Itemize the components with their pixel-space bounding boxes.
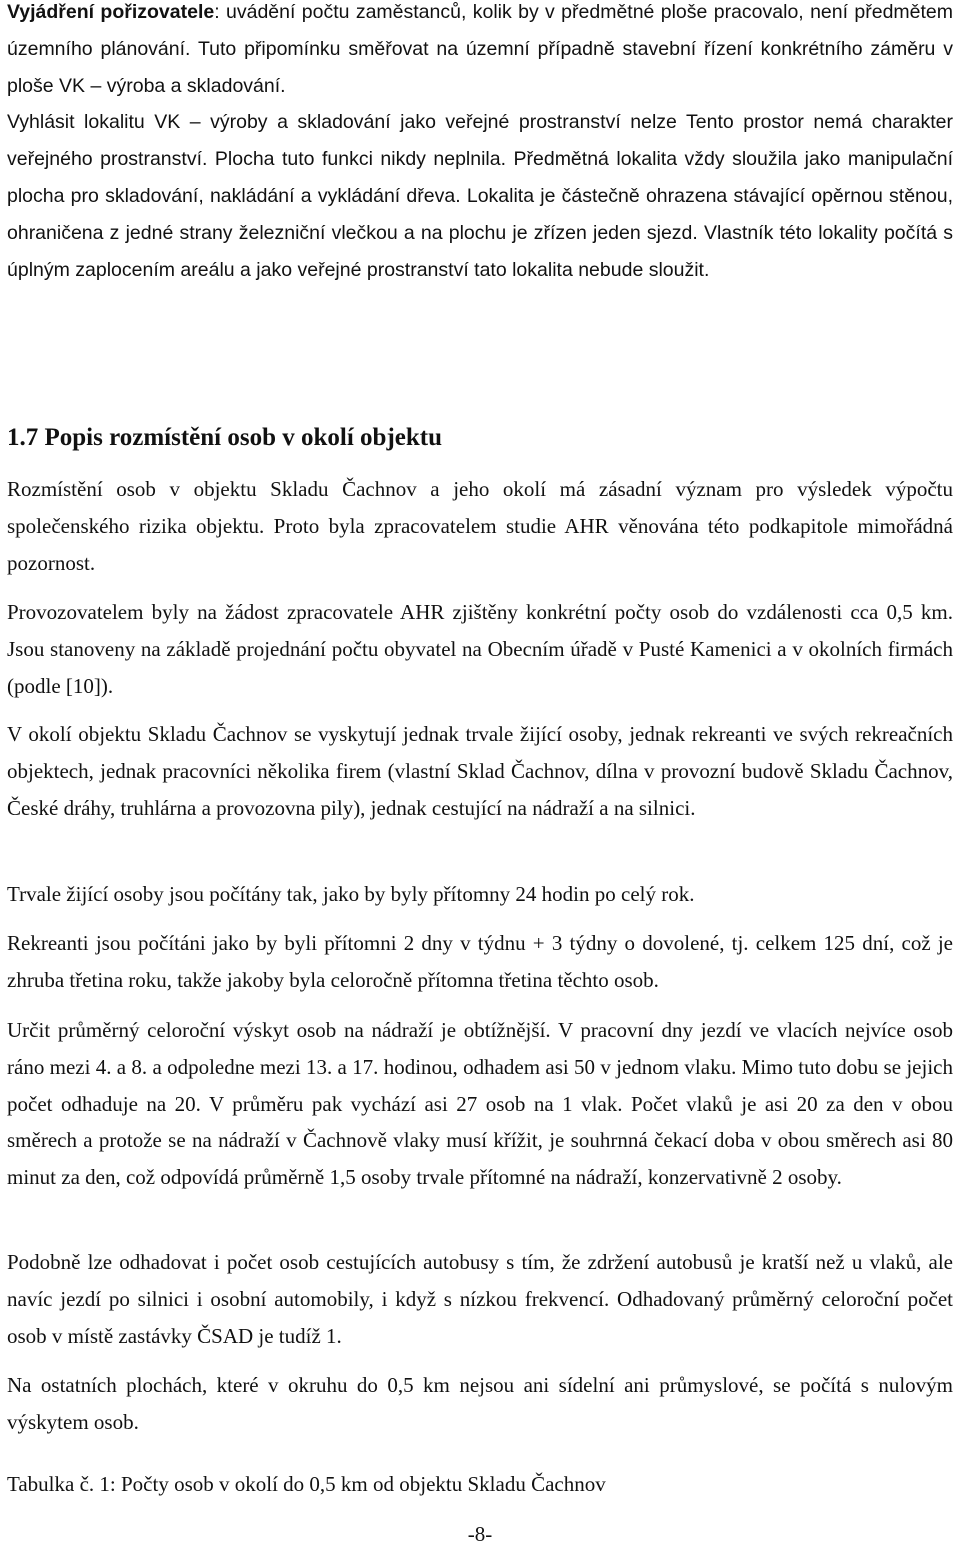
paragraph-5: Rekreanti jsou počítáni jako by byli přítomni 2 dny v týdnu + 3 týdny o dovolené, tj. celkem 125 dní, což je zhruba třetina roku, takže jakoby byla celoročně přítomna třetina těchto osob. [7,931,953,992]
planner-statement-text: : uvádění počtu zaměstanců, kolik by v předmětné ploše pracovalo, není předmětem územního plánování. Tuto připomínku směřovat na územní případně stavební řízení konkrétního záměru v ploše VK – výroba a skladování. [7,1,954,97]
paragraph-4: Trvale žijící osoby jsou počítány tak, jako by byly přítomny 24 hodin po celý rok. [7,882,695,906]
paragraph-6: Určit průměrný celoroční výskyt osob na nádraží je obtížnější. V pracovní dny jezdí ve vlacích nejvíce osob ráno mezi 4. a 8. a odpoledne mezi 13. a 17. hodinou, odhadem asi 50 v jednom vlaku. Mimo tuto dobu se jejich počet odhaduje na 20. V průměru pak vychází asi 27 osob na 1 vlak. Počet vlaků je asi 20 za den v obou směrech a protože se na nádraží v Čachnově vlaky musí křížit, je souhrnná čekací doba v obou směrech asi 80 minut za den, což odpovídá průměrně 1,5 osoby trvale přítomné na nádraží, konzervativně 2 osoby. [7,1018,953,1190]
section-heading: 1.7 Popis rozmístění osob v okolí objektu [7,424,442,451]
paragraph-3: V okolí objektu Skladu Čachnov se vyskytují jednak trvale žijící osoby, jednak rekreanti ve svých rekreačních objektech, jednak pracovníci několika firem (vlastní Sklad Čachnov, dílna v provozní budově Skladu Čachnov, České dráhy, truhlárna a provozovna pily), jednak cestující na nádraží a na silnici. [7,722,953,820]
paragraph-1: Rozmístění osob v objektu Skladu Čachnov a jeho okolí má zásadní význam pro výsledek výpočtu společenského rizika objektu. Proto byla zpracovatelem studie AHR věnována této podkapitole mimořádná pozornost. [7,477,953,575]
paragraph-8: Na ostatních plochách, které v okruhu do 0,5 km nejsou ani sídelní ani průmyslové, se počítá s nulovým výskytem osob. [7,1373,953,1434]
paragraph-2: Provozovatelem byly na žádost zpracovatele AHR zjištěny konkrétní počty osob do vzdálenosti cca 0,5 km. Jsou stanoveny na základě projednání počtu obyvatel na Obecním úřadě v Pusté Kamenici a v okolních firmách (podle [10]). [7,600,953,698]
planner-statement-lead: Vyjádření pořizovatele [7,1,215,23]
public-space-paragraph: Vyhlásit lokalitu VK – výroby a skladování jako veřejné prostranství nelze Tento prostor nemá charakter veřejného prostranství. Plocha tuto funkci nikdy neplnila. Předmětná lokalita vždy sloužila jako manipulační plocha pro skladování, nakládání a vykládání dřeva. Lokalita je částečně ohrazena stávající opěrnou stěnou, ohraničena z jedné strany železniční vlečkou a na plochu je zřízen jeden sjezd. Vlastník této lokality počítá s úplným zaplocením areálu a jako veřejné prostranství tato lokalita nebude sloužit. [7,111,953,281]
planner-statement-paragraph [7,0,953,104]
planner-statement [7,0,953,288]
page-number: -8- [467,1522,493,1546]
paragraph-7: Podobně lze odhadovat i počet osob cestujících autobusy s tím, že zdržení autobusů je kratší než u vlaků, ale navíc jezdí po silnici i osobní automobily, i když s nízkou frekvencí. Odhadovaný průměrný celoroční počet osob v místě zastávky ČSAD je tudíž 1. [7,1250,953,1348]
table-caption: Tabulka č. 1: Počty osob v okolí do 0,5 km od objektu Skladu Čachnov [7,1472,606,1496]
